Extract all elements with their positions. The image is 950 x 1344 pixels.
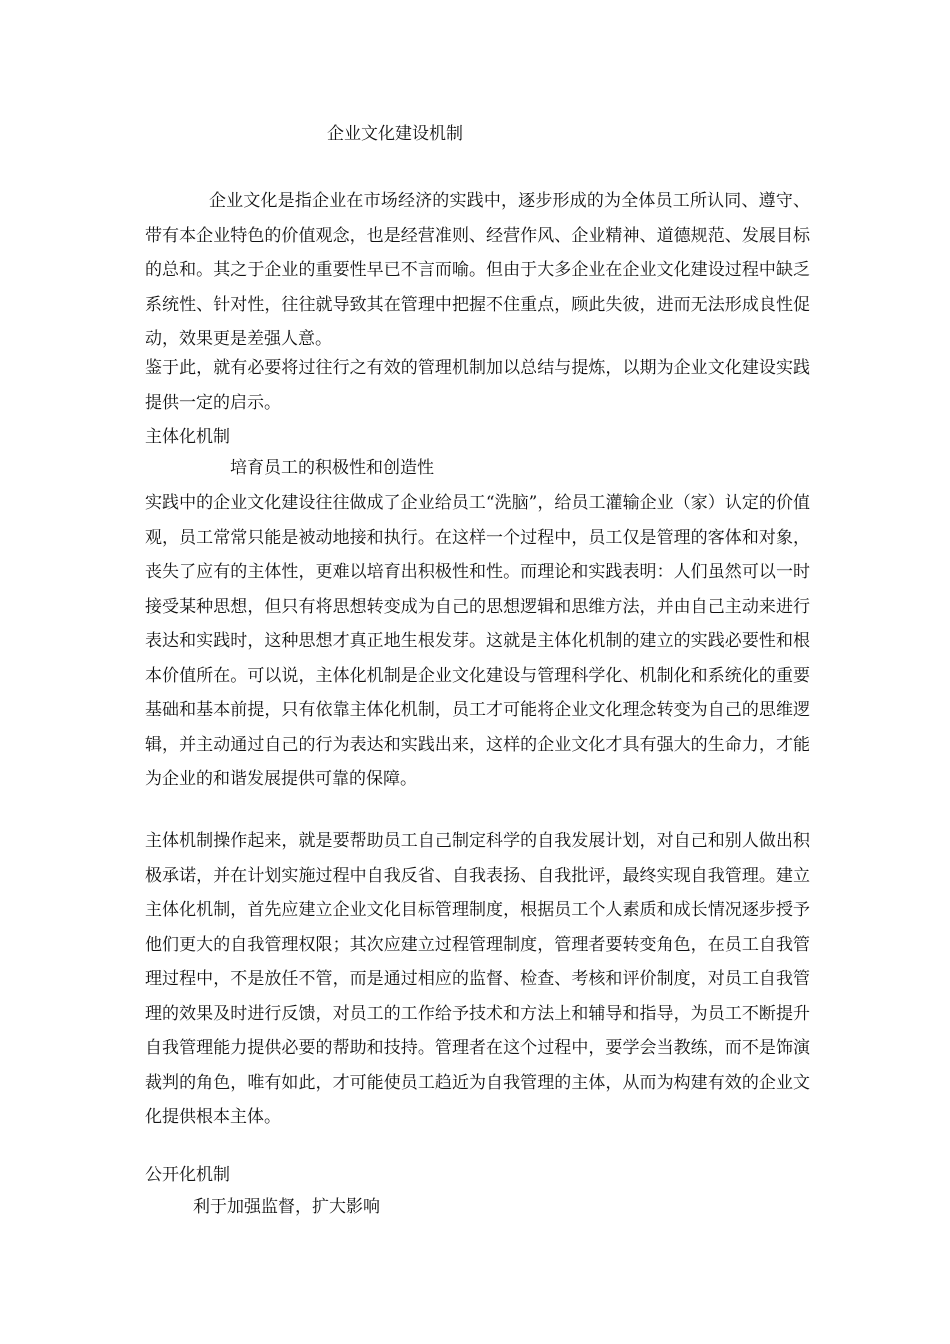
section-subheading-subjectivity: 培育员工的积极性和创造性 [230,458,434,478]
section-heading-openness: 公开化机制 [145,1165,230,1185]
second-paragraph: 鉴于此，就有必要将过往行之有效的管理机制加以总结与提炼，以期为企业文化建设实践提供一定的启示。 [145,358,810,413]
document-title: 企业文化建设机制 [327,124,463,144]
section-subheading-openness: 利于加强监督，扩大影响 [193,1197,380,1217]
section-paragraph-1: 实践中的企业文化建设往往做成了企业给员工“洗脑”，给员工灌输企业（家）认定的价值观，员工常常只能是被动地接和执行。在这样一个过程中，员工仅是管理的客体和对象，丧失了应有的主体性，更难以培育出积极性和性。而理论和实践表明：人们虽然可以一时接受某种思想，但只有将思想转变成为自己的思想逻辑和思维方法，并由自己主动来进行表达和实践时，这种思想才真正地生根发芽。这就是主体化机制的建立的实践必要性和根本价值所在。可以说，主体化机制是企业文化建设与管理科学化、机制化和系统化的重要基础和基本前提，只有依靠主体化机制，员工才可能将企业文化理念转变为自己的思维逻辑，并主动通过自己的行为表达和实践出来，这样的企业文化才具有强大的生命力，才能为企业的和谐发展提供可靠的保障。 [145,493,810,789]
section-heading-subjectivity: 主体化机制 [145,427,230,447]
intro-paragraph: 企业文化是指企业在市场经济的实践中，逐步形成的为全体员工所认同、遵守、带有本企业特色的价值观念，也是经营准则、经营作风、企业精神、道德规范、发展目标的总和。其之于企业的重要性早已不言而喻。但由于大多企业在企业文化建设过程中缺乏系统性、针对性，往往就导致其在管理中把握不住重点，顾此失彼，进而无法形成良性促动，效果更是差强人意。 [145,191,810,349]
section-paragraph-2: 主体机制操作起来，就是要帮助员工自己制定科学的自我发展计划，对自己和别人做出积极承诺，并在计划实施过程中自我反省、自我表扬、自我批评，最终实现自我管理。建立主体化机制，首先应建立企业文化目标管理制度，根据员工个人素质和成长情况逐步授予他们更大的自我管理权限；其次应建立过程管理制度，管理者要转变角色，在员工自我管理过程中，不是放任不管，而是通过相应的监督、检查、考核和评价制度，对员工自我管理的效果及时进行反馈，对员工的工作给予技术和方法上和辅导和指导，为员工不断提升自我管理能力提供必要的帮助和技持。管理者在这个过程中，要学会当教练，而不是饰演裁判的角色，唯有如此，才可能使员工趋近为自我管理的主体，从而为构建有效的企业文化提供根本主体。 [145,831,810,1127]
